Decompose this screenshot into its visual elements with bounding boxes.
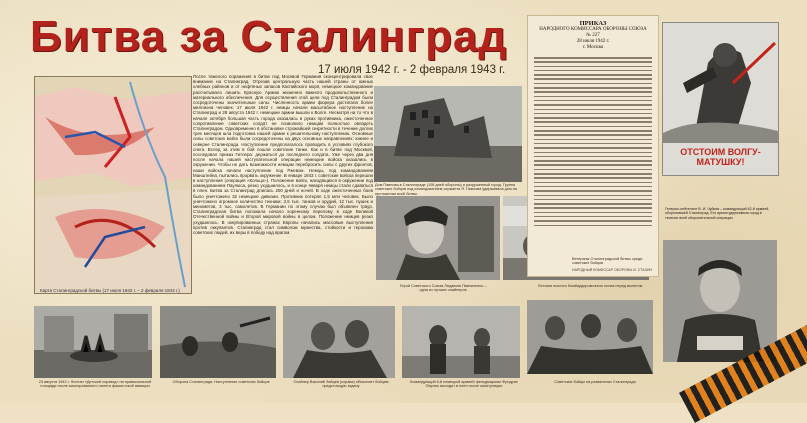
order-title: ПРИКАЗ — [579, 20, 607, 27]
order-date: 28 июля 1942 г. — [576, 39, 610, 44]
caption-paulus: Командующий 6-й немецкой армией фельдмаршал Фридрих Паулюс выходит в плен после капитуляции — [410, 380, 518, 389]
order-subtitle: НАРОДНОГО КОМИССАРА ОБОРОНЫ СОЮЗА — [539, 27, 647, 32]
order-signature: НАРОДНЫЙ КОМИССАР ОБОРОНЫ И. СТАЛИН — [572, 268, 652, 272]
photo-paulus — [402, 306, 520, 378]
order-text-lines — [534, 57, 652, 226]
photo-offensive — [160, 306, 276, 378]
caption-fountain: 23 августа 1942 г. Фонтан «Детский хоровод» на привокзальной площади после массированного налета фашистской авиации — [38, 380, 152, 389]
map-caption: Карта Сталинградской битвы (17 июля 1942 г. – 2 февраля 1943 г.) — [40, 288, 180, 293]
photo-fountain — [34, 306, 152, 378]
battle-dates: 17 июля 1942 г. - 2 февраля 1943 г. — [318, 64, 506, 76]
caption-soldiers-ruins: Советские бойцы на развалинах Сталинграда — [554, 380, 636, 384]
photo-sniper — [376, 196, 500, 280]
photo-soldiers-ruins — [527, 300, 653, 374]
order-number: № 227 — [586, 33, 600, 38]
caption-offensive: Оборона Сталинграда. Наступление советских бойцов — [172, 380, 270, 384]
main-article-text: После тяжелого поражения в битве под Москвой Германия сконцентрировала свое внимание на Сталинград. Отрезав центральную часть нашей страны от южных хлебных районов и от нефтяных запасов Каспийского моря, немецкое командование рассчитывало лишить Красную Армию жизненно важного продовольственного и материального обеспечения. Для осуществления этой цели под Сталинградом были сосредоточены значительные силы. Численность армии фюрера достигала более миллиона человек. 17 июля 1942 г. немцы начали масштабное наступление на Сталинград и 28 августа 1942 г. немецкие армии вышли к Волге. Несмотря на то что в начале октября большая часть города оказалась в руках противника, ожесточенное сопротивление советских солдат не позволило немцам полностью овладеть Сталинградом. Одновременно в обстановке строжайшей секретности в течение долгих трех месяцев шла подготовка нашей армии к решительному наступлению. Основные силы советских войск были сосредоточены на двух основных направлениях: южнее и северне Сталинграда. Наступление предполагалось проводить в условиях глубокого снега. Вслед за этим в бой пошли советские танки. Как и в битве под Москвой, последовал приказ Гитлера: держаться до последнего солдата. Уже через два дня после начала нашей наступательной операции немецкие войска оказались в окружении. Чтобы не дать возможности немцам перебросить силы с других фронтов, наши войска начали наступление под Ржевом. Немцы, под командованием Манштейна, пытались прорвать окружение. В январе 1943 г. советские войска перешли в наступление (операция «Кольцо»). Положение войск, находящихся в окружении под командованием Паулюса, резко ухудшилось, и в конце января немцы стали сдаваться в плен. Битва за Сталинград длилась 200 дней и ночей. В ходе ожесточенных боев было уничтожено 32 немецкие дивизии. Противник потерял 1,5 млн человек. Было уничтожено огромное количество техники: 3,5 тыс. танков и орудий, 12 тыс. пушек и минометов, 3 тыс. самолетов. В Германии по этому случаю был объявлен траур. Сталинградская битва положила начало коренному перелому в ходе Великой Отечественной войны и Второй мировой войны в целом. Положение немцев резко ухудшилось. В оккупированных странах Европы начались массовые выступления против оккупантов. Сталинград стал символом мужества, стойкости и героизма советских людей, их веры в победу над врагом. — [193, 74, 373, 236]
caption-pilots: Летчики ночного бомбардировочного полка перед вылетом — [538, 284, 643, 288]
chuikov-text: Генерал-лейтенант В. И. Чуйков – командующий 62-й армией, оборонявшей Сталинград. Его армия удерживала город в течение всей оборонительной операции. — [665, 207, 770, 220]
battle-map — [34, 76, 192, 294]
caption-zaitsev: Снайпер Василий Зайцев (справа) объясняет бойцам предстоящую задачу — [293, 380, 389, 389]
page-title: Битва за Сталинград — [30, 12, 508, 61]
order-227-document — [527, 15, 659, 277]
photo-chuikov — [663, 240, 777, 362]
photo-ruins — [374, 86, 522, 182]
caption-ruins: Дом Павлова в Сталинграде (108 дней обороны) и разрушенный город. Группа советских бойцов под командованием сержанта Я. Павлова удерживала дом на протяжении всей битвы. — [375, 183, 517, 196]
caption-sniper: Герой Советского Союза Людмила Павличенко – одна из лучших снайперов — [399, 284, 487, 293]
propaganda-poster — [662, 22, 779, 176]
order-place: г. Москва — [582, 45, 604, 50]
photo-zaitsev — [283, 306, 395, 378]
caption-soldiers: Ветераны Сталинградской битвы среди советских бойцов — [572, 257, 643, 266]
poster-slogan: ОТСТОИМ ВОЛГУ-МАТУШКУ! — [680, 147, 761, 167]
